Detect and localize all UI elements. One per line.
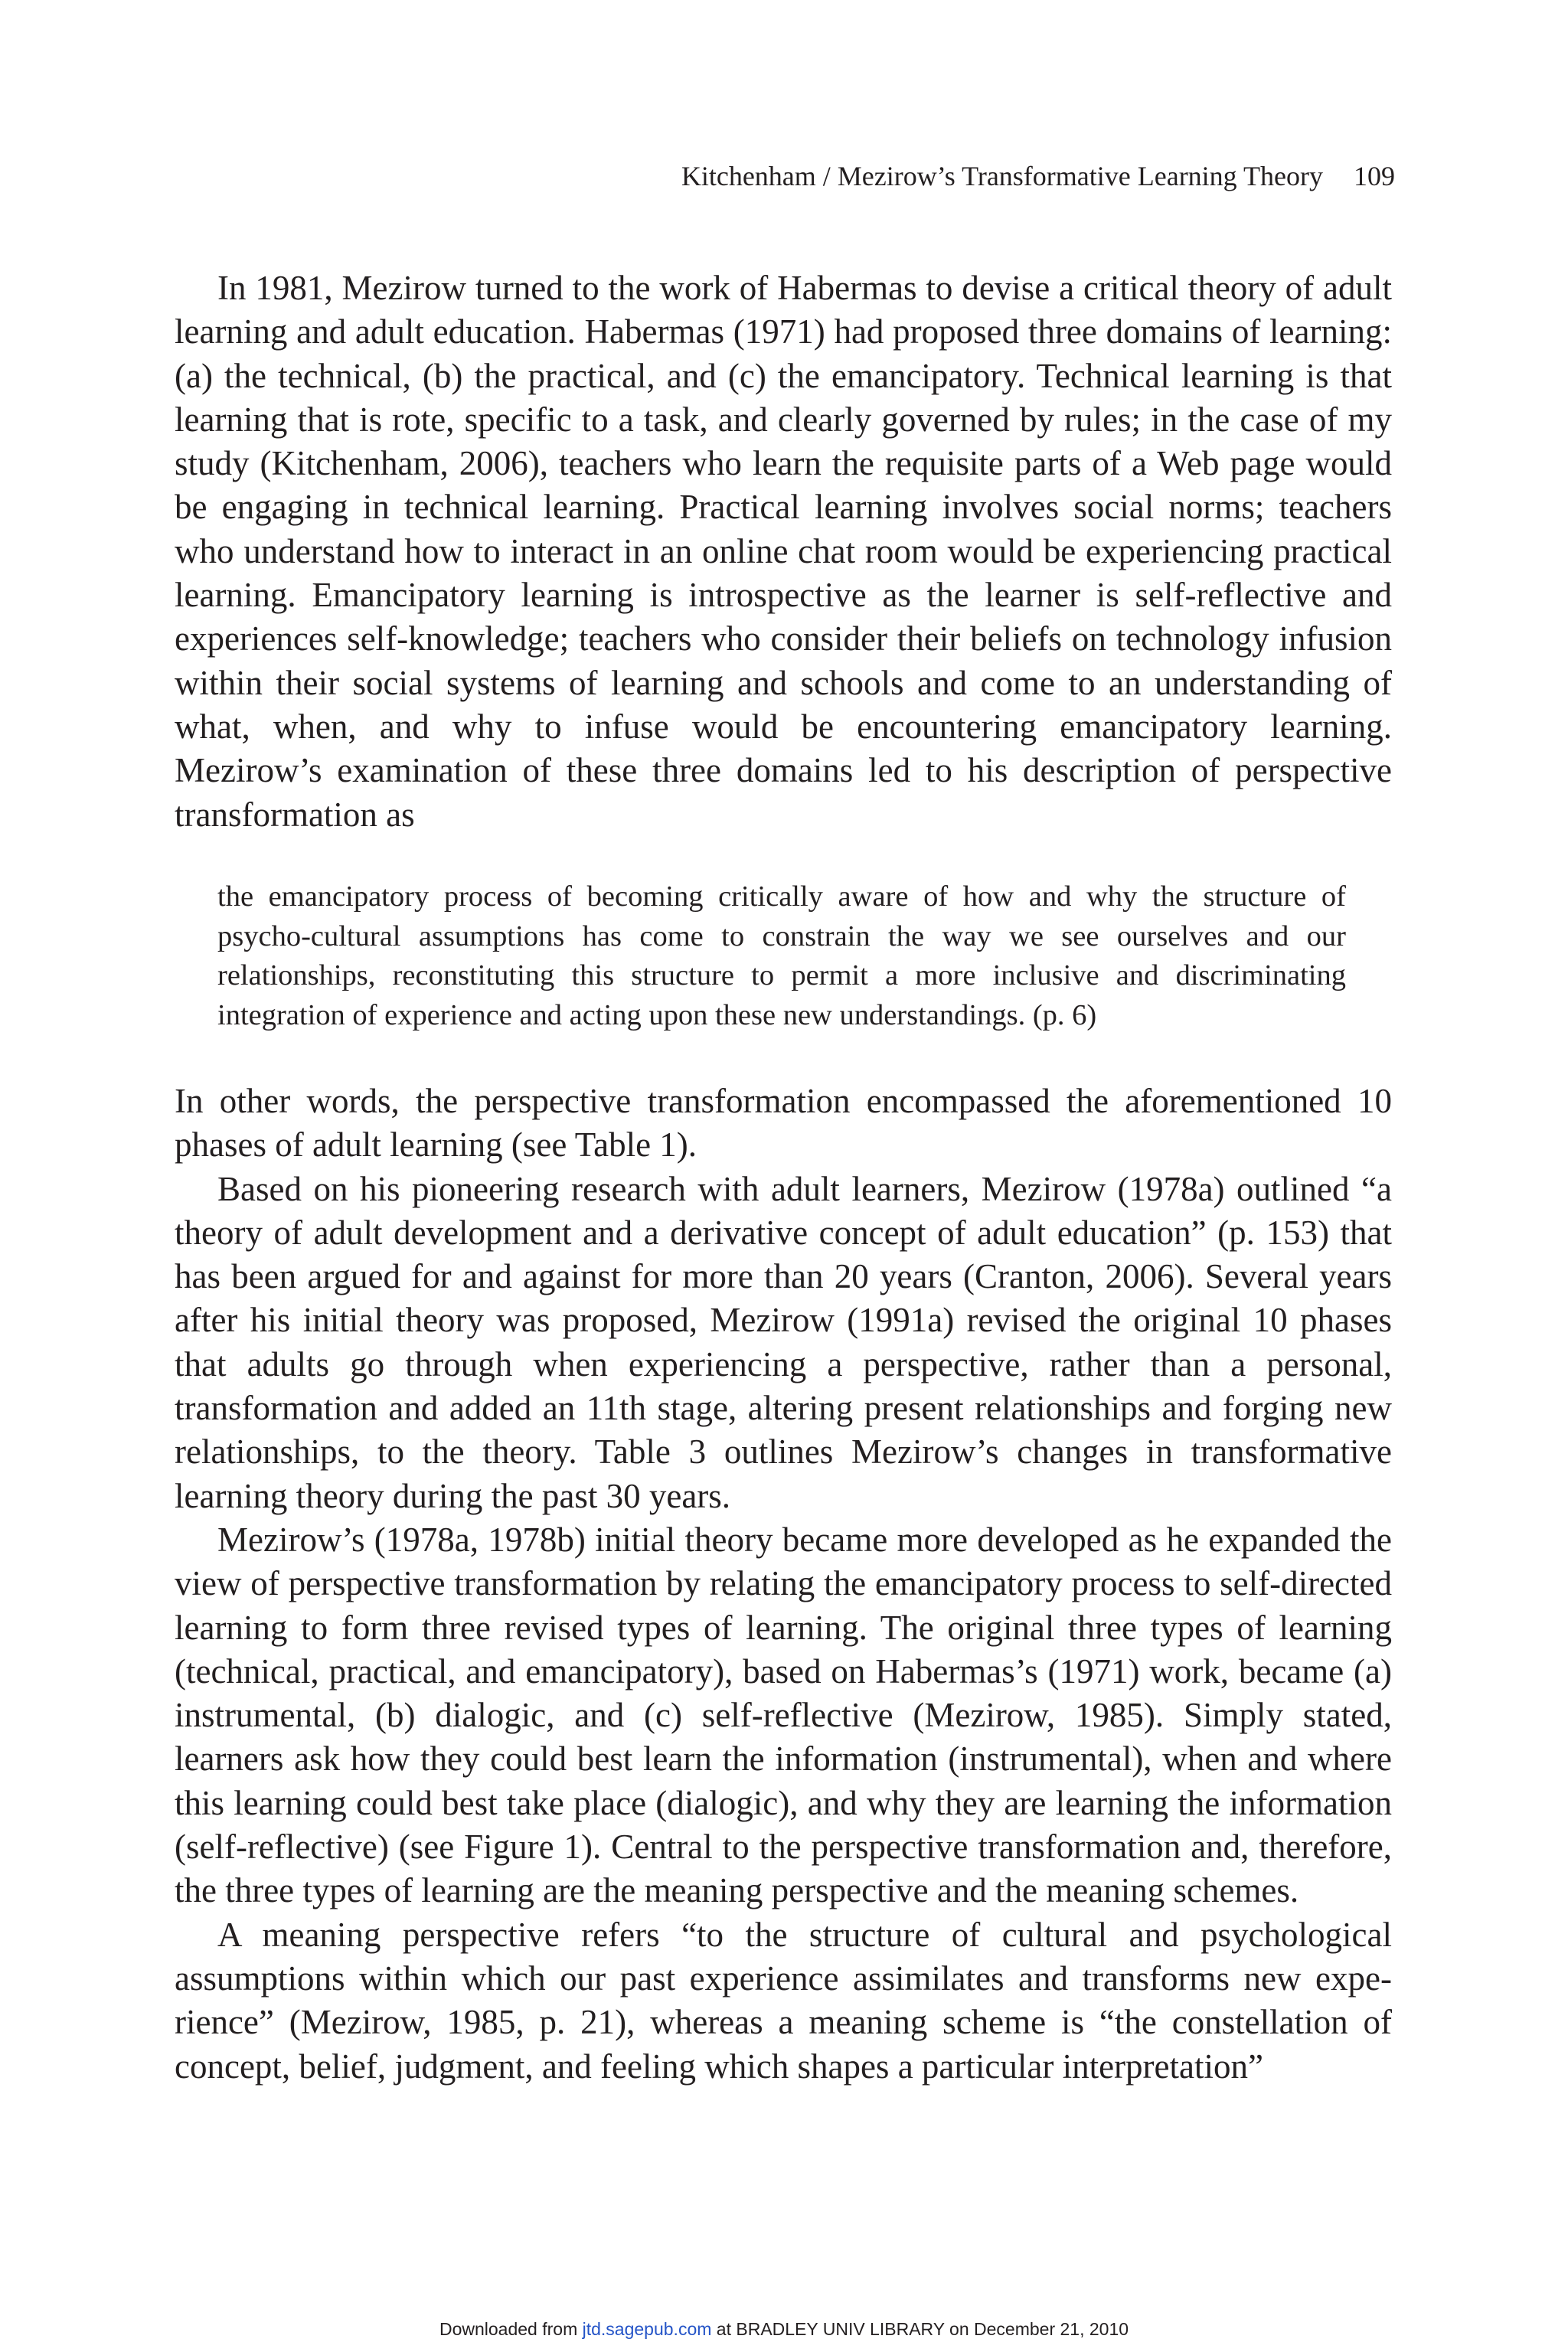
running-title: Kitchenham / Mezirow’s Transformative Learning Theory xyxy=(681,161,1323,191)
block-quote xyxy=(217,877,1346,1035)
paragraph-2: In other words, the perspective transformation encompassed the aforementioned 10 phases of adult learning (see Table 1). xyxy=(175,1082,1392,1165)
block-quote-text: the emancipatory process of becoming critically aware of how and why the structure of psycho-cultural assumptions has come to constrain the way we see ourselves and our relationships, reconstituting this structure to permit a more inclusive and discriminating integration of experience and acting upon these new understandings. (p. 6) xyxy=(217,880,1346,1031)
footer-suffix: at BRADLEY UNIV LIBRARY on December 21, 2010 xyxy=(716,2319,1129,2339)
paragraph-5: A meaning perspective refers “to the structure of cultural and psychological assumptions within which our past experience assimilates and transforms new experience” (Mezirow, 1985, p. 21), whereas a meaning scheme is “the constellation of concept, belief, judgment, and feeling which shapes a particular interpretation” xyxy=(175,1915,1392,2086)
paragraph-3: Based on his pioneering research with adult learners, Mezirow (1978a) outlined “a theory of adult development and a derivative concept of adult education” (p. 153) that has been argued for and against for more than 20 years (Cranton, 2006). Several years after his initial theory was proposed, Mezirow (1991a) revised the original 10 phases that adults go through when experiencing a perspective, rather than a personal, transformation and added an 11th stage, altering present relationships and forging new relationships, to the theory. Table 3 outlines Mezirow’s changes in transformative learning theory during the past 30 years. xyxy=(175,1169,1392,1515)
body-text-top xyxy=(175,266,1392,837)
footer-prefix: Downloaded from xyxy=(439,2319,578,2339)
download-footer xyxy=(0,2318,1568,2341)
page-number: 109 xyxy=(1354,161,1395,191)
paragraph-1: In 1981, Mezirow turned to the work of Habermas to devise a critical theory of adult learning and adult education. Habermas (1971) had proposed three domains of learning: (a) the technical, (b) the practical, and (c) the emancipatory. Technical learning is that learning that is rote, specific to a task, and clearly governed by rules; in the case of my study (Kitchenham, 2006), teachers who learn the requisite parts of a Web page would be engaging in technical learning. Practical learning involves social norms; teachers who understand how to interact in an online chat room would be experiencing practical learning. Emancipatory learning is introspective as the learner is self-reflective and experiences self-knowledge; teachers who consider their beliefs on technology infusion within their social systems of learning and schools and come to an understanding of what, when, and why to infuse would be encountering emancipatory learning. Mezirow’s examination of these three domains led to his description of perspective transformation as xyxy=(175,269,1392,834)
running-header xyxy=(681,158,1395,194)
paragraph-4: Mezirow’s (1978a, 1978b) initial theory became more developed as he expanded the view of perspective transformation by relating the emancipatory process to self-directed learning to form three revised types of learning. The original three types of learning (technical, practical, and emancipatory), based on Habermas’s (1971) work, became (a) instrumental, (b) dialogic, and (c) self-reflective (Mezirow, 1985). Simply stated, learners ask how they could best learn the information (instrumental), when and where this learning could best take place (dialogic), and why they are learning the information (self-reflective) (see Figure 1). Central to the perspective transformation and, therefore, the three types of learning are the meaning perspective and the meaning schemes. xyxy=(175,1520,1392,1910)
footer-link[interactable]: jtd.sagepub.com xyxy=(582,2319,712,2339)
body-text-bottom xyxy=(175,1080,1392,2089)
